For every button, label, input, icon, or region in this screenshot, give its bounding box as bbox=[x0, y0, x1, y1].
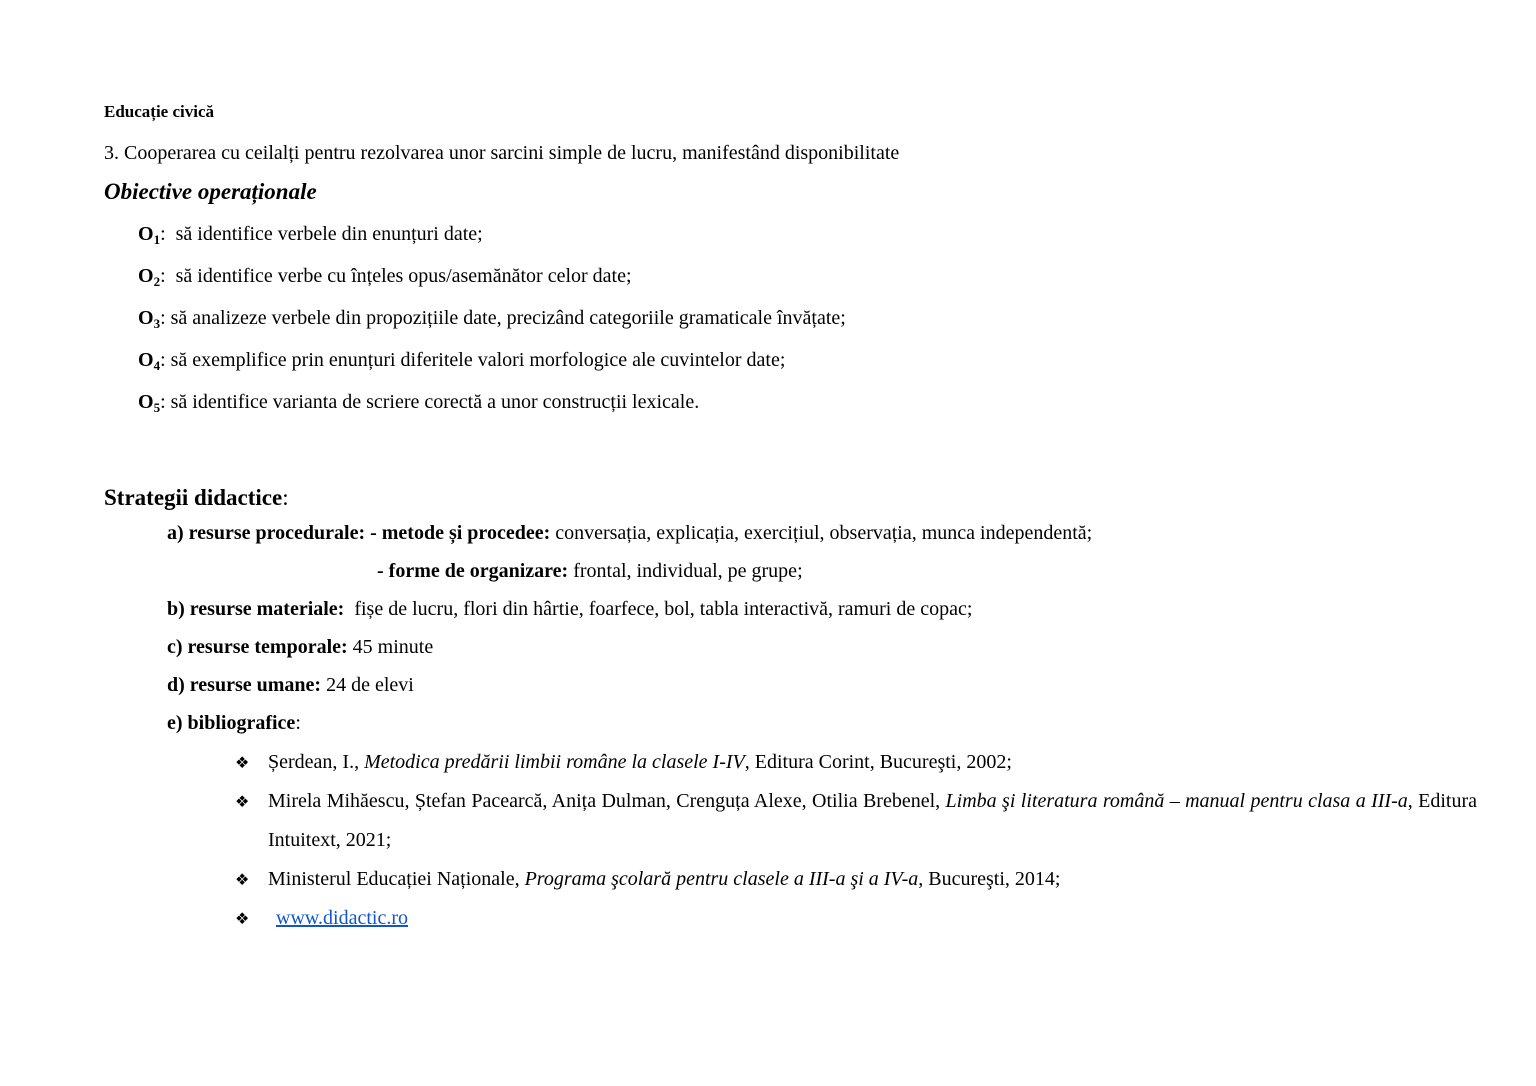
bibliography-text-segment: Programa şcolară pentru clasele a III-a şi a IV-a bbox=[524, 868, 919, 890]
diamond-bullet-icon: ❖ bbox=[235, 909, 250, 928]
strategy-label: a) resurse procedurale: - metode și procedee: bbox=[167, 522, 551, 544]
objective-text: să identifice verbele din enunțuri date; bbox=[165, 223, 483, 245]
objectives-list bbox=[104, 216, 1477, 426]
diamond-bullet-icon: ❖ bbox=[235, 870, 250, 889]
objective-text: să exemplifice prin enunțuri diferitele valori morfologice ale cuvintelor date; bbox=[165, 349, 786, 371]
objective-colon: : bbox=[160, 223, 166, 245]
strategy-organization-forms bbox=[377, 552, 1477, 590]
bibliography-text-segment: Ministerul Educației Naționale, bbox=[268, 868, 525, 890]
objective-id: $O_2$ bbox=[138, 265, 161, 289]
strategy-label: e) bibliografice bbox=[167, 712, 296, 734]
bibliography-item-text bbox=[268, 790, 1477, 851]
strategy-label: - forme de organizare: bbox=[377, 560, 569, 582]
objective-id: $O_4$ bbox=[138, 349, 161, 373]
objective-o4 bbox=[138, 342, 1477, 384]
bibliography-list bbox=[104, 743, 1477, 938]
bibliography-text-segment: , Bucureşti, 2014; bbox=[918, 868, 1061, 890]
objective-id: $O_3$ bbox=[138, 307, 161, 331]
strategies-heading-colon: : bbox=[282, 485, 289, 510]
objective-text: să identifice verbe cu înțeles opus/asemănător celor date; bbox=[165, 265, 632, 287]
competence-line: 3. Cooperarea cu ceilalți pentru rezolvarea unor sarcini simple de lucru, manifestând disponibilitate bbox=[104, 142, 900, 164]
objective-colon: : bbox=[160, 349, 166, 371]
objective-text: să identifice varianta de scriere corectă a unor construcții lexicale. bbox=[165, 391, 700, 413]
strategy-time-resources bbox=[167, 628, 1477, 666]
objective-id: $O_1$ bbox=[138, 223, 161, 247]
objective-subscript: 5 bbox=[153, 400, 161, 415]
bibliography-item-text bbox=[268, 868, 1060, 890]
bibliography-item-serdean bbox=[104, 743, 1477, 782]
strategies-heading: Strategii didactice: bbox=[104, 485, 289, 510]
didactic-ro-link[interactable]: www.didactic.ro bbox=[276, 907, 408, 929]
objectives-heading: Obiective operaționale bbox=[104, 179, 317, 204]
bibliography-text-segment: Limba şi literatura română – manual pentru clasa a III-a bbox=[945, 790, 1408, 812]
diamond-bullet-icon: ❖ bbox=[235, 792, 250, 811]
bibliography-item-minister bbox=[104, 860, 1477, 899]
bibliography-item-website bbox=[104, 899, 1477, 938]
objective-o3 bbox=[138, 300, 1477, 342]
objective-subscript: 1 bbox=[153, 232, 161, 247]
strategy-text: fișe de lucru, flori din hârtie, foarfece, bol, tabla interactivă, ramuri de copac; bbox=[344, 598, 973, 620]
objective-subscript: 4 bbox=[153, 358, 161, 373]
strategy-text: 24 de elevi bbox=[321, 674, 414, 696]
bibliography-text-segment: Mirela Mihăescu, Ștefan Pacearcă, Anița Dulman, Crenguța Alexe, Otilia Brebenel, bbox=[268, 790, 946, 812]
objective-colon: : bbox=[160, 307, 166, 329]
strategy-label: c) resurse temporale: bbox=[167, 636, 348, 658]
strategy-label: b) resurse materiale: bbox=[167, 598, 345, 620]
strategy-text: 45 minute bbox=[347, 636, 434, 658]
bibliography-text-segment: Metodica predării limbii române la clasele I-IV bbox=[364, 751, 745, 773]
objective-subscript: 3 bbox=[153, 316, 161, 331]
objective-id: $O_5$ bbox=[138, 391, 161, 415]
bibliography-item-text bbox=[268, 751, 1012, 773]
bibliography-text-segment: Șerdean, I., bbox=[268, 751, 365, 773]
diamond-bullet-icon: ❖ bbox=[235, 753, 250, 772]
bibliography-text-segment: , Editura Corint, Bucureşti, 2002; bbox=[744, 751, 1012, 773]
bibliography-item-text bbox=[276, 907, 408, 929]
strategy-text: : bbox=[295, 712, 301, 734]
objective-colon: : bbox=[160, 265, 166, 287]
objective-subscript: 2 bbox=[153, 274, 161, 289]
objective-colon: : bbox=[160, 391, 166, 413]
strategy-text: conversația, explicația, exercițiul, observația, munca independentă; bbox=[550, 522, 1093, 544]
strategies-list bbox=[104, 514, 1477, 742]
strategy-bibliography-heading bbox=[167, 704, 1477, 742]
bibliography-item-mihaescu bbox=[104, 782, 1477, 860]
objective-o1 bbox=[138, 216, 1477, 258]
strategy-text: frontal, individual, pe grupe; bbox=[568, 560, 803, 582]
objective-o2 bbox=[138, 258, 1477, 300]
strategy-human-resources bbox=[167, 666, 1477, 704]
subject-heading: Educație civică bbox=[104, 102, 215, 121]
objective-o5 bbox=[138, 384, 1477, 426]
strategy-label: d) resurse umane: bbox=[167, 674, 322, 696]
strategy-procedural-resources bbox=[167, 514, 1477, 552]
bibliography-text-segment: , Editura Intuitext, 2021; bbox=[268, 790, 1477, 851]
strategy-material-resources bbox=[167, 590, 1477, 628]
objective-text: să analizeze verbele din propozițiile date, precizând categoriile gramaticale învățate; bbox=[165, 307, 846, 329]
